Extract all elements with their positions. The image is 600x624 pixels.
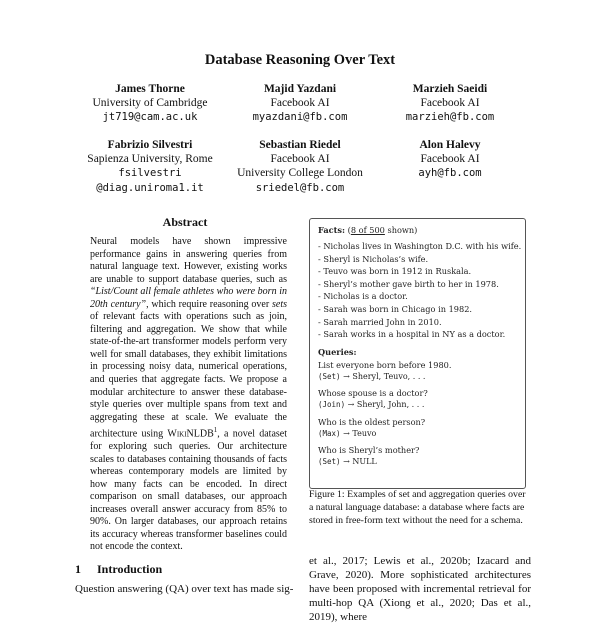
fact-item: - Sheryl’s mother gave birth to her in 1978. [318,278,499,289]
queries-label: Queries: [318,346,357,357]
author-block [75,138,225,195]
fact-item: - Sheryl is Nicholas’s wife. [318,253,429,264]
abstract-text: , which require reasoning over [146,298,272,310]
query-operator: (Max) [318,428,341,438]
abstract-heading: Abstract [162,215,208,229]
query-text: List everyone born before 1980. [318,359,452,370]
query-operator: (Set) [318,457,341,467]
author-name: James Thorne [115,83,185,95]
author-email: jt719@cam.ac.uk [102,111,198,124]
section-heading [75,562,162,577]
facts-count: 8 of 500 [350,225,385,235]
fact-item: - Sarah was born in Chicago in 1982. [318,303,473,314]
abstract-text: , a novel dataset for exploring such queries. Our architecture scales to databases containing thousands of facts whereas contemporary models are limited by how many facts can be encoded. In direct comparison on small databases, our approach increases overall answer accuracy from 85% to 90%. On larger databases, our approach retains its accuracy whereas transformer baselines could not encode the context. [90,428,287,553]
query-operator: (Set) [318,371,341,381]
abstract-example-query: “List/Count all female athletes who were born in 20th century” [90,286,287,310]
query-text: Who is Sheryl’s mother? [318,444,420,455]
abstract-text: Neural models have shown impressive performance gains in answering queries from natural language text. However, existing works are unable to support database queries, such as [90,236,287,285]
query-text: Whose spouse is a doctor? [318,388,428,399]
author-name: Marzieh Saeidi [412,83,488,95]
section-number: 1 [75,562,81,576]
figure-caption: Figure 1: Examples of set and aggregation queries over a natural language database: a database where facts are stored in free-form text without the need for a schema. [309,489,526,526]
query-text: Who is the oldest person? [318,416,426,427]
author-affiliation: Facebook AI [270,153,330,166]
author-affiliation: Sapienza University, Rome [87,153,213,166]
abstract-text: of relevant facts with operations such as join, filtering and aggregation. We show that while state-of-the-art transformer models perform very well for small databases, they exhibit limitations in processing noisy data, numerical operations, and queries that aggregate facts. We propose a modular architecture to answer these database-style queries over multiple spans from text and aggregating these at scale. We evaluate the architecture using [90,311,287,440]
author-name: Majid Yazdani [263,83,337,95]
query-answer: → Teuvo [340,428,377,438]
abstract-paragraph [90,236,287,554]
query-item [318,445,517,467]
facts-header [318,225,517,235]
query-answer: → Sheryl, Teuvo, . . . [340,371,426,381]
author-block [375,82,525,125]
facts-meta: shown) [384,225,418,235]
author-email: @diag.uniroma1.it [96,181,204,194]
query-answer: → NULL [340,457,377,467]
author-email: marzieh@fb.com [405,111,495,124]
body-paragraph: et al., 2017; Lewis et al., 2020b; Izacard and Grave, 2020). More sophisticated architectures have been proposed with incremental retrieval for multi-hop QA (Xiong et al., 2020; Das et al., 2019), where [309,555,531,623]
dataset-name: WikiNLDB [167,428,214,440]
fact-item: - Nicholas is a doctor. [318,291,408,302]
author-block [375,138,525,181]
author-block [225,138,375,195]
author-email: myazdani@fb.com [252,111,348,124]
query-item [318,388,517,410]
author-email: ayh@fb.com [418,167,482,180]
facts-meta: ( [345,225,351,235]
abstract-emphasis: sets [272,298,287,310]
author-affiliation: University of Cambridge [92,97,208,110]
facts-label: Facts: [318,225,346,235]
author-name: Fabrizio Silvestri [107,139,193,151]
fact-item: - Sarah married John in 2010. [318,316,442,327]
author-block [225,82,375,125]
author-email-user: fsilvestri [118,167,182,180]
abstract-body [90,236,287,554]
fact-item: - Teuvo was born in 1912 in Ruskala. [318,266,472,277]
paper-title: Database Reasoning Over Text [204,52,396,68]
query-item [318,417,517,439]
author-affiliation: Facebook AI [270,97,330,110]
author-affiliation: Facebook AI [420,97,480,110]
author-affiliation-2: University College London [237,167,363,180]
author-block [75,82,225,125]
author-name: Alon Halevy [419,139,481,151]
fact-item: - Sarah works in a hospital in NY as a doctor. [318,329,506,340]
section-title: Introduction [97,562,163,576]
footnote-marker: 1 [213,426,218,435]
author-email: sriedel@fb.com [255,181,345,194]
fact-item: - Nicholas lives in Washington D.C. with his wife. [318,241,522,251]
right-column-text [309,554,531,624]
author-affiliation: Facebook AI [420,153,480,166]
query-answer: → Sheryl, John, . . . [345,400,425,410]
query-item [318,360,517,382]
query-operator: (Join) [318,400,346,410]
intro-text: Question answering (QA) over text has made sig- [75,583,294,595]
author-name: Sebastian Riedel [259,139,341,151]
figure-box [309,218,526,489]
